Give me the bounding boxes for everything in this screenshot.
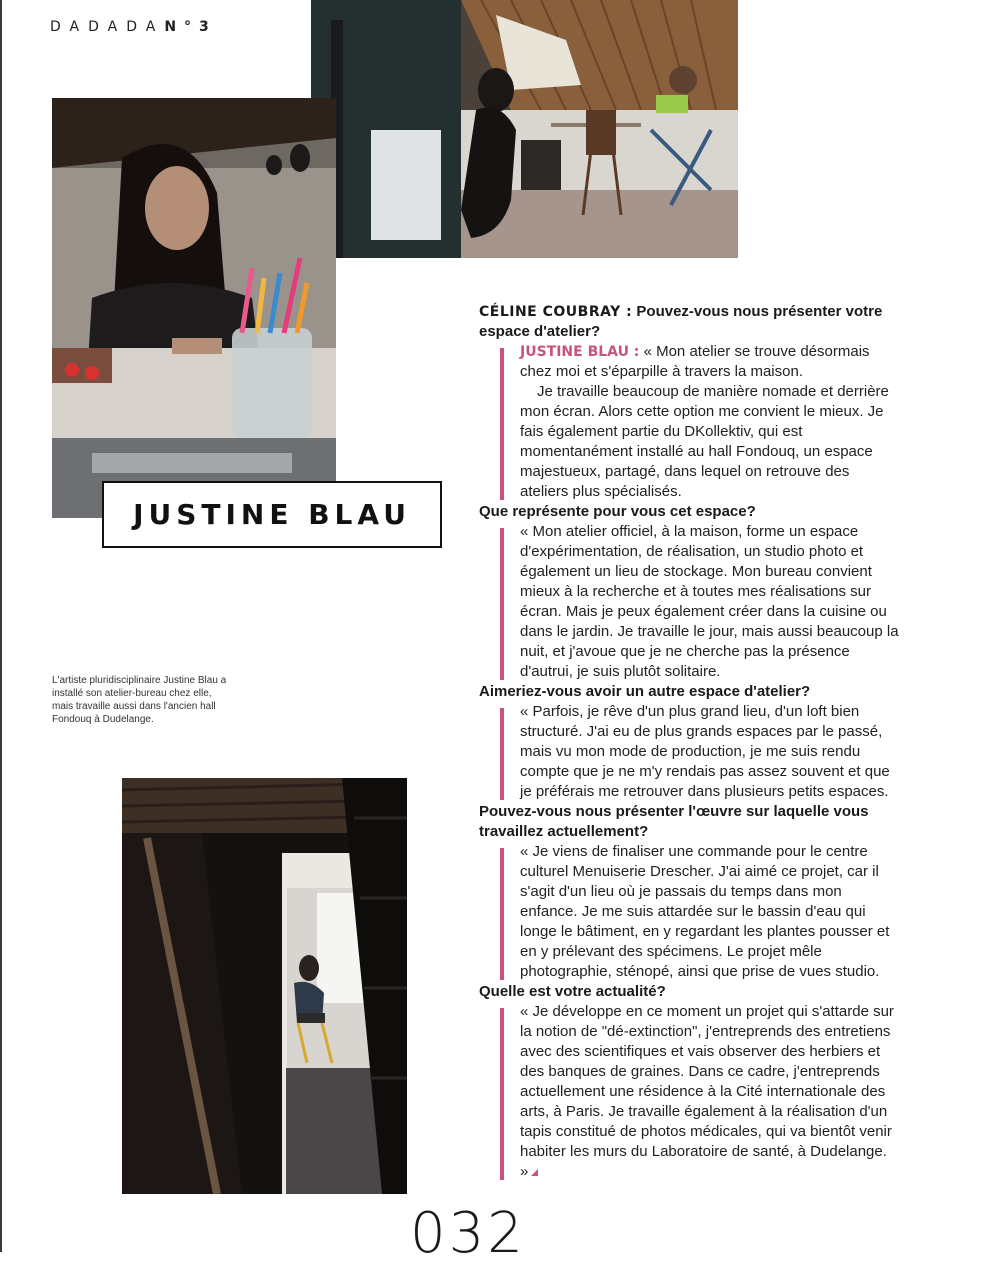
page-edge-line — [0, 0, 2, 1252]
attic-studio-photo — [311, 0, 738, 258]
interviewer-name: CÉLINE COUBRAY : — [479, 304, 633, 320]
question-2: Que représente pour vous cet espace? — [479, 503, 756, 520]
question-1 — [479, 302, 899, 342]
question-4: Pouvez-vous nous présenter l'œuvre sur laquelle vous travaillez actuellement? — [479, 803, 869, 840]
answer-4 — [479, 842, 899, 982]
name-title: JUSTINE BLAU — [133, 498, 411, 531]
answer-5-text: « Je développe en ce moment un projet qui s'attarde sur la notion de "dé-extinction", j'entreprends des entretiens avec des scientifiques et vais observer des herbiers et des banques de graines. Dans ce cadre, j'entreprends actuellement une résidence à la Cité internationale des arts, à Paris. Je travaille également à la réalisation d'un tapis constitué de photos médicales, qui va bientôt venir habiter les murs du Laboratoire de santé, à Dudelange. » — [520, 1003, 894, 1180]
end-of-article-mark — [531, 1169, 538, 1176]
answer-3 — [479, 702, 899, 802]
interview-column — [479, 302, 899, 1182]
page-number: 032 — [410, 1201, 526, 1266]
artist-name: JUSTINE BLAU : — [520, 344, 640, 360]
question-1-text: Pouvez-vous nous présenter votre espace d'atelier? — [479, 303, 883, 340]
magazine-name: DADADA — [50, 19, 165, 35]
name-title-box — [102, 481, 442, 548]
answer-4-text: « Je viens de finaliser une commande pour le centre culturel Menuiserie Drescher. J'ai aimé ce projet, car il s'agit d'un lieu où je passais du temps dans mon enfance. Je me suis attardée sur le bassin d'eau qui longe le bâtiment, en y regardant les plantes pousser et en y prélevant des spécimens. Le projet mêle photographie, sténopé, ainsi que prise de vues studio. — [520, 843, 890, 980]
masthead — [50, 19, 217, 35]
answer-5 — [479, 1002, 899, 1182]
answer-1 — [479, 342, 899, 502]
artist-portrait-photo — [52, 98, 336, 518]
issue-number: N°3 — [164, 19, 217, 35]
question-5: Quelle est votre actualité? — [479, 983, 666, 1000]
photo-caption: L'artiste pluridisciplinaire Justine Blau a installé son atelier-bureau chez elle, mais travaille aussi dans l'ancien hall Fondouq à Dudelange. — [52, 675, 227, 725]
question-3: Aimeriez-vous avoir un autre espace d'atelier? — [479, 683, 811, 700]
answer-3-text: « Parfois, je rêve d'un plus grand lieu, d'un loft bien structuré. J'ai eu de plus grands espaces par le passé, mais vu mon mode de production, je me suis rendu compte que je ne m'y rendais pas assez souvent et que je préférais me retrouver dans plusieurs petits espaces. — [520, 703, 890, 800]
doorway-photo — [122, 778, 407, 1194]
answer-2-text: « Mon atelier officiel, à la maison, forme un espace d'expérimentation, de réalisation, un studio photo et également un lieu de stockage. Mon bureau convient mieux à la recherche et à toutes mes réalisations sur écran. Mais je peux également créer dans la cuisine ou dans le jardin. Je travaille le jour, mais aussi beaucoup la nuit, et j'avoue que je ne cherche pas la présence d'autrui, je suis plutôt solitaire. — [520, 523, 899, 680]
answer-1-intro: « Mon atelier se trouve désormais chez moi et s'éparpille à travers la maison. — [520, 343, 870, 380]
answer-1-paragraph: Je travaille beaucoup de manière nomade et derrière mon écran. Alors cette option me convient le mieux. Je fais également partie du DKollektiv, qui est momentanément installé au hall Fondouq, un espace majestueux, partagé, dans lequel on retrouve des ateliers plus spécialisés. — [520, 383, 889, 500]
answer-2 — [479, 522, 899, 682]
